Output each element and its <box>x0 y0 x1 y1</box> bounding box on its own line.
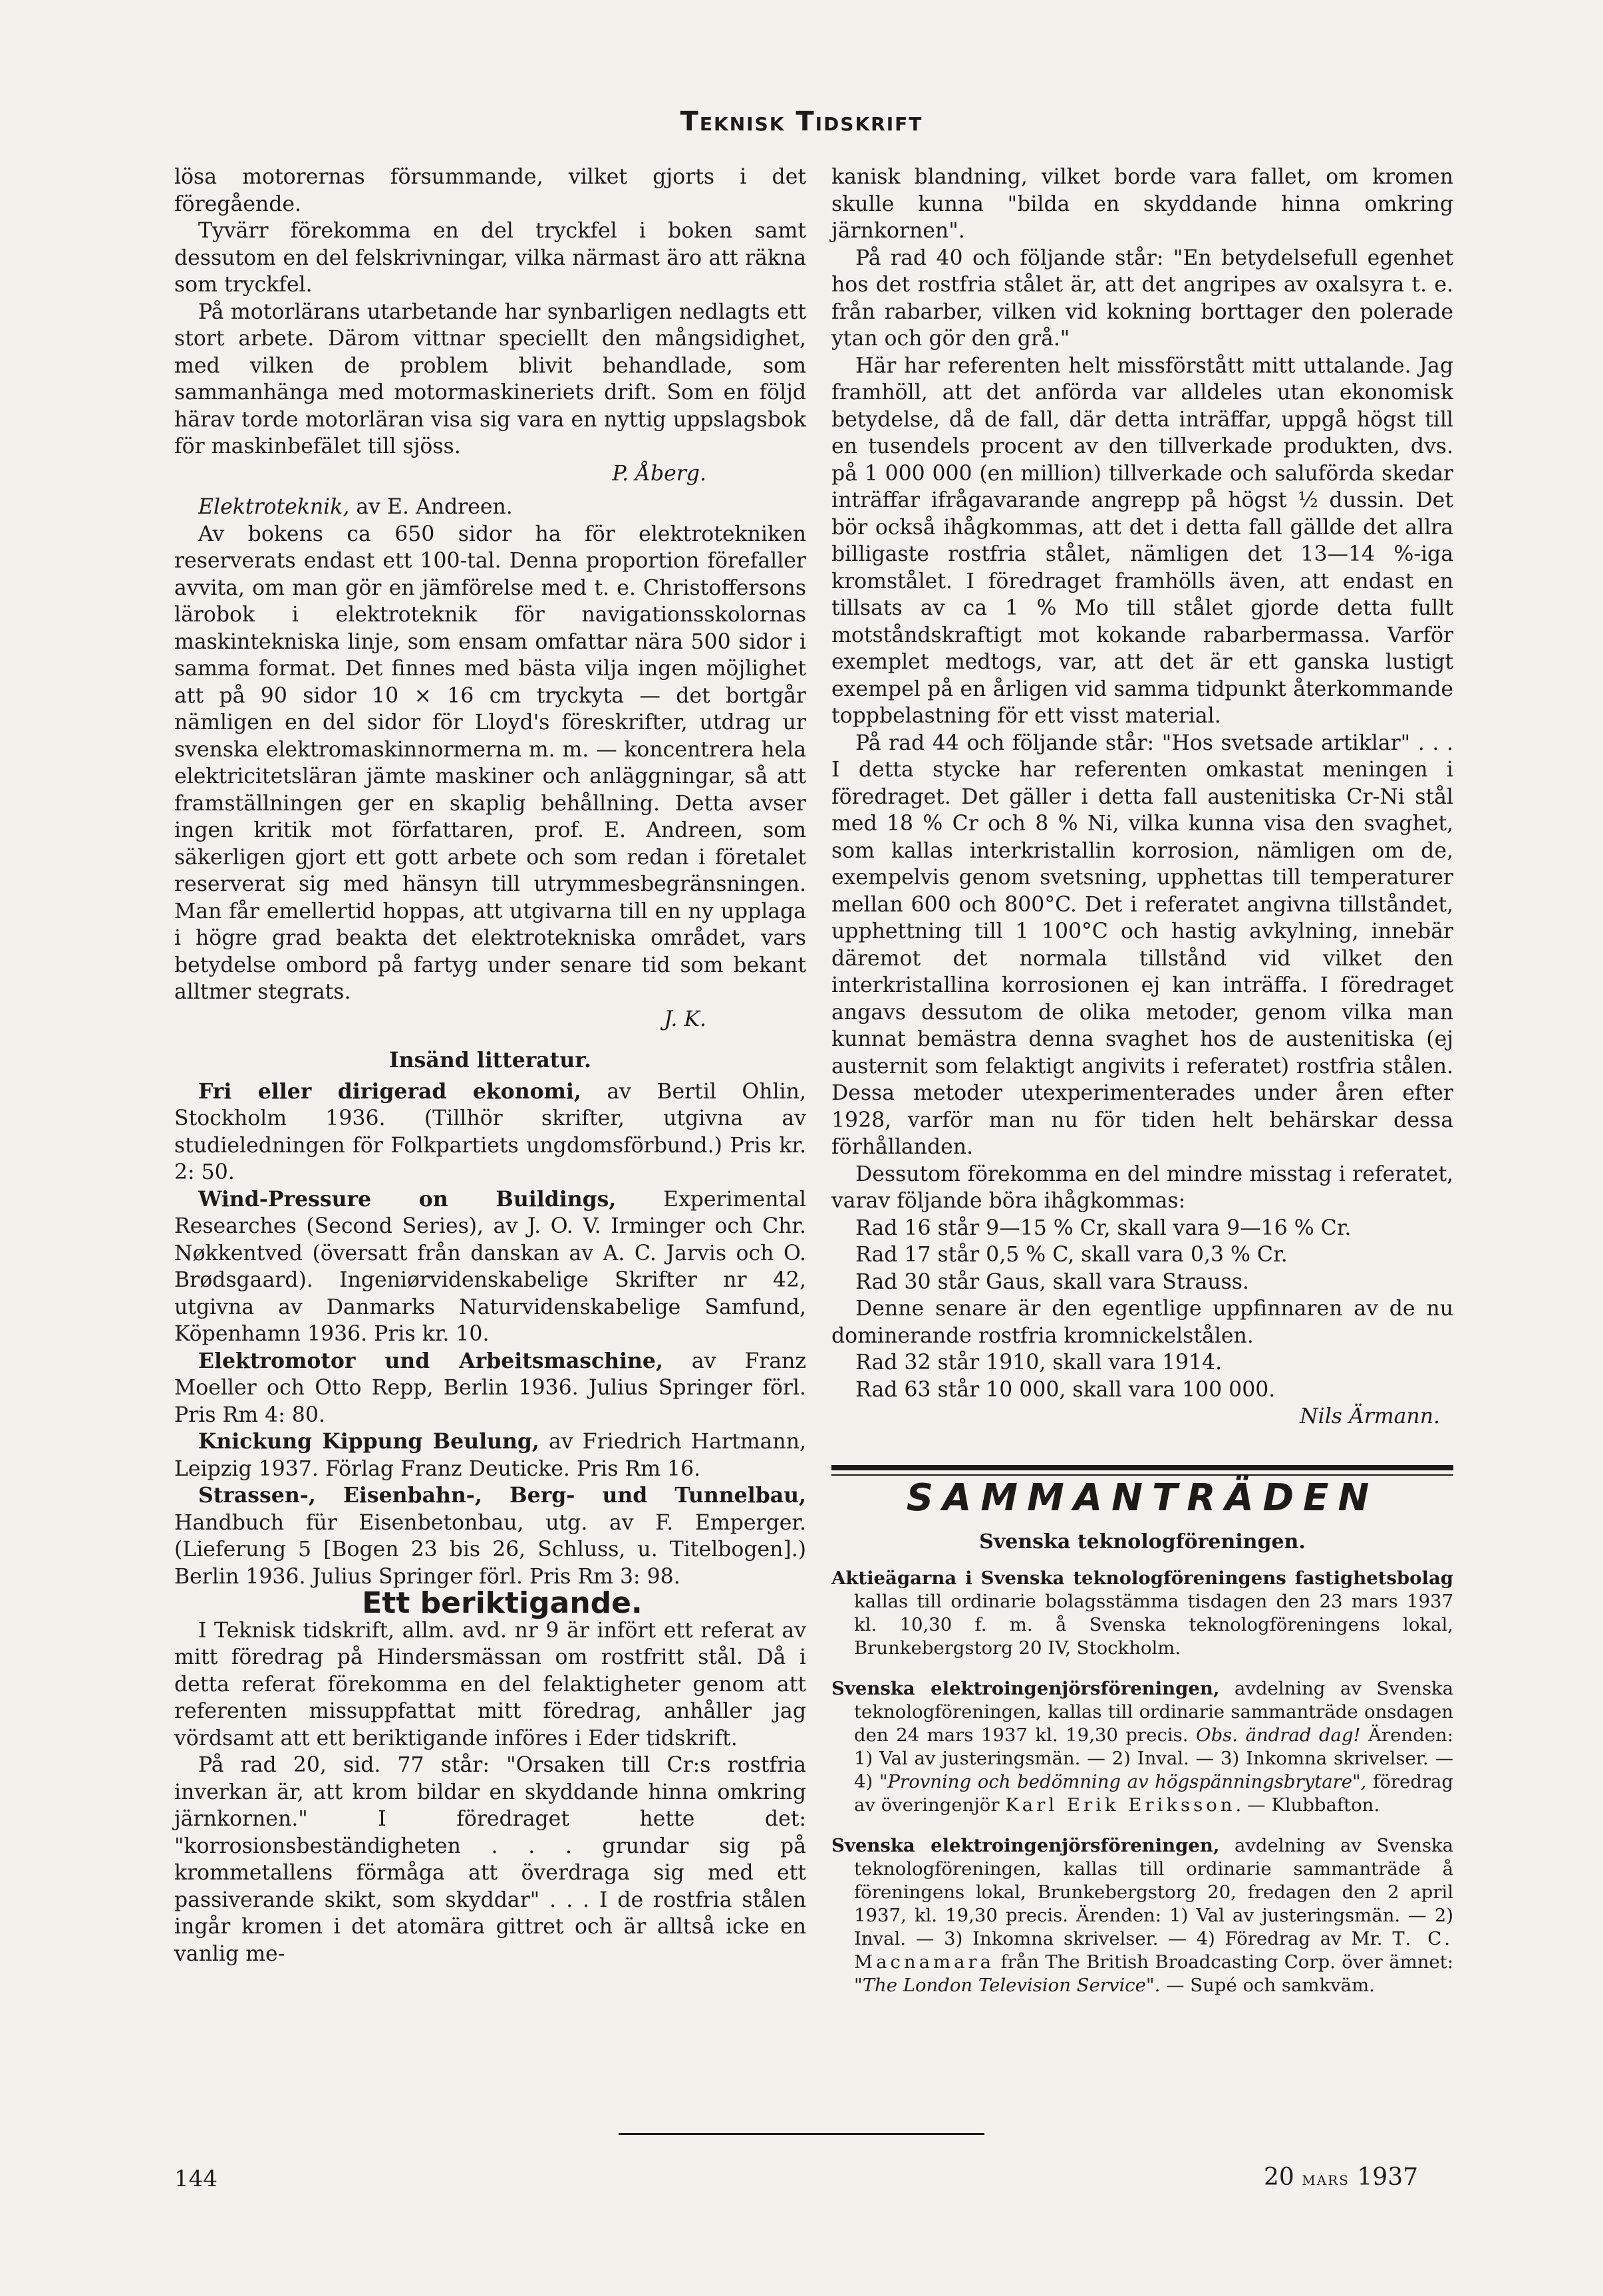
meetings-society-title: Svenska teknologföreningen. <box>979 1530 1306 1554</box>
literature-title: Wind-Pressure on Buildings, <box>198 1186 617 1212</box>
banner-rule-thick <box>831 1465 1453 1470</box>
meeting-text: . — Klubbafton. <box>1235 1794 1380 1816</box>
paragraph: I Teknisk tidskrift, allm. avd. nr 9 är infört ett referat av mitt föredrag på Hindersmässan om rostfritt stål. Då i detta referat förekomma en del felaktigheter genom att referenten missuppfattat mitt föredrag, anhåller jag vördsamt att ett beriktigande införes i Eder tidskrift. <box>174 1618 806 1750</box>
meeting-text: avdelning av Svenska teknologföreningen, kallas till ordinarie sammanträde å föreningens lokal, Brunkebergstorg 20, fredagen den 2 april 1937, kl. 19,30 precis. Ärenden: 1) Val av justeringsmän. — 2) Inval. — 3) Inkomna skrivelser. — 4) Föredrag av Mr. <box>854 1835 1453 1949</box>
correction-title: Ett beriktigande. <box>362 1586 643 1620</box>
review-author: av E. Andreen. <box>349 495 513 519</box>
literature-item <box>174 1428 806 1482</box>
meeting-lead: Aktieägarna i Svenska teknologföreningens fastighetsbolag <box>831 1567 1453 1589</box>
section-banner: SAMMANTRÄDEN <box>906 1476 1379 1520</box>
literature-item <box>174 1482 806 1590</box>
date-year: 1937 <box>1357 2164 1419 2191</box>
literature-title: Strassen-, Eisenbahn-, Berg- und Tunnelbau, <box>198 1483 806 1508</box>
meeting-notice <box>831 1677 1453 1817</box>
issue-date <box>1264 2164 1418 2191</box>
review-title: Elektroteknik, <box>198 495 350 519</box>
literature-details: Experimental Researches (Second Series), av J. O. V. Irminger och Chr. Nøkkentved (översatt från danskan av A. C. Jarvis och O. Brødsgaard). Ingeniørvidenskabelige Skrifter nr 42, utgivna av Danmarks Naturvidenskabelige Samfund, Köpenhamn 1936. Pris kr. 10. <box>174 1187 806 1346</box>
meeting-notice <box>831 1834 1453 1997</box>
literature-list <box>174 1078 806 1591</box>
meeting-note: Obs. ändrad dag! <box>1196 1724 1361 1746</box>
paragraph: Tyvärr förekomma en del tryckfel i boken samt dessutom en del felskrivningar, vilka närmast äro att räkna som tryckfel. <box>174 219 806 297</box>
signature: P. Åberg. <box>612 461 706 486</box>
errata-line: Rad 63 står 10 000, skall vara 100 000. <box>855 1377 1276 1402</box>
paragraph: Denne senare är den egentlige uppfinnaren av de nu dominerande rostfria kromnickelstålen. <box>831 1297 1453 1348</box>
meeting-speaker: Karl Erik Eriksson <box>1005 1794 1236 1816</box>
paragraph: kanisk blandning, vilket borde vara fallet, om kromen skulle kunna "bilda en skyddande hinna omkring järnkornen". <box>831 165 1453 243</box>
meeting-text: Ärenden: 1) Val av justeringsmän. — 2) Inval. — 3) Inkomna skrivelser. — 4) <box>854 1724 1453 1792</box>
errata-line: Rad 32 står 1910, skall vara 1914. <box>855 1351 1223 1375</box>
errata-line: Rad 16 står 9—15 % Cr, skall vara 9—16 % Cr. <box>855 1216 1352 1240</box>
paragraph: lösa motorernas försummande, vilket gjorts i det föregående. <box>174 165 806 216</box>
paragraph: På rad 40 och följande står: "En betydelsefull egenhet hos det rostfria stålet är, att det angripes av oxalsyra t. e. från rabarber, vilken vid kokning borttager den polerade ytan och gör den grå." <box>831 246 1453 351</box>
meeting-text: från The British Broadcasting Corp. över ämnet: <box>994 1951 1453 1973</box>
meeting-topic: "The London Television Service". <box>854 1975 1161 1996</box>
running-head: Teknisk Tidskrift <box>680 106 923 137</box>
errata-line: Rad 30 står Gaus, skall vara Strauss. <box>855 1269 1249 1294</box>
literature-details: av Friedrich Hartmann, Leipzig 1937. Förlag Franz Deuticke. Pris Rm 16. <box>174 1430 806 1481</box>
signature: Nils Ärmann. <box>1300 1404 1440 1428</box>
paragraph: Här har referenten helt missförstått mitt uttalande. Jag framhöll, att det anförda var alldeles utan ekonomisk betydelse, då de fall, där detta inträffar, uppgå högst till en tusendels procent av den tillverkade produkten, dvs. på 1 000 000 (en million) tillverkade och saluförda skedar inträffar ifrågavarande angrepp på högst ½ dussin. Det bör också ihågkommas, att det i detta fall gällde det allra billigaste rostfria stålet, nämligen det 13—14 %-iga kromstålet. I föredraget framhölls även, att endast en tillsats av ca 1 % Mo till stålet gjorde detta fullt motståndskraftigt mot kokande rabarbermassa. Varför exemplet medtogs, var, att det är ett ganska lustigt exempel på en årligen vid samma tidpunkt återkommande toppbelastning för ett visst material. <box>831 353 1453 728</box>
meeting-text: avdelning av Svenska teknologföreningen, kallas till ordinarie sammanträde onsdagen den 24 mars 1937 kl. 19,30 precis. <box>854 1678 1453 1746</box>
literature-item <box>174 1078 806 1186</box>
meeting-speaker: T. C. Macnamara <box>854 1928 1453 1973</box>
literature-title: Elektromotor und Arbeitsmaschine, <box>198 1348 663 1373</box>
meeting-notice <box>831 1567 1453 1660</box>
review-heading <box>174 494 806 521</box>
right-column <box>831 164 1453 2015</box>
section-title-literature: Insänd litteratur. <box>389 1048 591 1072</box>
paragraph: På rad 44 och följande står: "Hos svetsade artiklar" . . . I detta stycke har referenten omkastat meningen i föredraget. Det gäller i detta fall austenitiska Cr-Ni stål med 18 % Cr och 8 % Ni, vilka kunna visa den svaghet, som kallas interkristallin korrosion, nämligen om de, exempelvis genom svetsning, upphettas till temperaturer mellan 600 och 800°C. Det i referatet angivna tillståndet, upphettning till 1 100°C och hastig avkylning, innebär däremot det normala tillstånd vid vilket den interkristallina korrosionen ej kan inträffa. I föredraget angavs dessutom de olika metoder, genom vilka man kunnat bemästra denna svaghet hos de austenitiska (ej austernit som felaktigt angivits i referatet) rostfria stålen. Dessa metoder utexperimenterades under åren efter 1928, varför man nu för tiden helt behärskar dessa förhållanden. <box>831 731 1453 1159</box>
literature-title: Fri eller dirigerad ekonomi, <box>198 1078 581 1104</box>
literature-item <box>174 1348 806 1429</box>
meeting-text: — Supé och samkväm. <box>1160 1975 1375 1996</box>
meeting-text: kallas till ordinarie bolagsstämma tisdagen den 23 mars 1937 kl. 10,30 f. m. å Svenska teknologföreningens lokal, Brunkebergstorg 20 IV, Stockholm. <box>854 1591 1453 1659</box>
meeting-text: föredrag av överingenjör <box>854 1771 1453 1816</box>
meeting-lead: Svenska elektroingenjörsföreningen, <box>831 1678 1220 1699</box>
date-month: mars <box>1302 2168 1350 2190</box>
paragraph: På motorlärans utarbetande har synbarligen nedlagts ett stort arbete. Därom vittnar speciellt den mångsidighet, med vilken de problem blivit behandlade, som sammanhänga med motormaskineriets drift. Som en följd härav torde motorläran visa sig vara en nyttig uppslagsbok för maskinbefälet till sjöss. <box>174 299 806 458</box>
paragraph: Av bokens ca 650 sidor ha för elektrotekniken reserverats endast ett 100-tal. Denna proportion förefaller avvita, om man gör en jämförelse med t. e. Christoffersons lärobok i elektroteknik för navigationsskolornas maskintekniska linje, som ensam omfattar nära 500 sidor i samma format. Det finnes med bästa vilja ingen möjlighet att på 90 sidor 10 × 16 cm tryckyta — det bortgår nämligen en del sidor för Lloyd's föreskrifter, utdrag ur svenska elektromaskinnormerna m. m. — koncentrera hela elektricitetsläran jämte maskiner och anläggningar, så att framställningen ger en skaplig behållning. Detta avser ingen kritik mot författaren, prof. E. Andreen, som säkerligen gjort ett gott arbete och som redan i företalet reserverat sig med hänsyn till utrymmesbegränsningen. Man får emellertid hoppas, att utgivarna till en ny upplaga i högre grad beakta det elektrotekniska området, vars betydelse ombord på fartyg under senare tid som bekant alltmer stegrats. <box>174 522 806 1004</box>
left-column <box>174 164 806 1967</box>
signature: J. K. <box>664 1007 706 1031</box>
footer-rule <box>619 2133 984 2135</box>
errata-line: Rad 17 står 0,5 % C, skall vara 0,3 % Cr. <box>855 1243 1288 1267</box>
literature-details: av Bertil Ohlin, Stockholm 1936. (Tillhör skrifter, utgivna av studieledningen för Folkpartiets ungdomsförbund.) Pris kr. 2: 50. <box>174 1079 806 1184</box>
literature-item <box>174 1186 806 1348</box>
paragraph: Dessutom förekomma en del mindre misstag i referatet, varav följande böra ihågkommas: <box>831 1162 1453 1213</box>
page-number: 144 <box>174 2166 218 2192</box>
meeting-topic: "Provning och bedömning av högspänningsbrytare", <box>879 1771 1367 1792</box>
literature-details: av Franz Moeller och Otto Repp, Berlin 1936. Julius Springer förl. Pris Rm 4: 80. <box>174 1349 806 1427</box>
literature-title: Knickung Kippung Beulung, <box>198 1429 539 1454</box>
banner-rule-thin <box>831 1474 1453 1476</box>
meetings-list <box>831 1530 1453 1997</box>
date-day: 20 <box>1264 2164 1294 2191</box>
literature-details: Handbuch für Eisenbetonbau, utg. av F. Emperger. (Lieferung 5 [Bogen 23 bis 26, Schluss, u. Titelbogen].) Berlin 1936. Julius Springer förl. Pris Rm 3: 98. <box>174 1510 806 1589</box>
paragraph: På rad 20, sid. 77 står: "Orsaken till Cr:s rostfria inverkan är, att krom bildar en skyddande hinna omkring järnkornen." I föredraget hette det: "korrosionsbeständigheten . . . grundar sig på krommetallens förmåga att överdraga sig med ett passiverande skikt, som skyddar" . . . I de rostfria stålen ingår kromen i det atomära gittret och är alltså icke en vanlig me- <box>174 1753 806 1966</box>
meeting-lead: Svenska elektroingenjörsföreningen, <box>831 1835 1220 1856</box>
